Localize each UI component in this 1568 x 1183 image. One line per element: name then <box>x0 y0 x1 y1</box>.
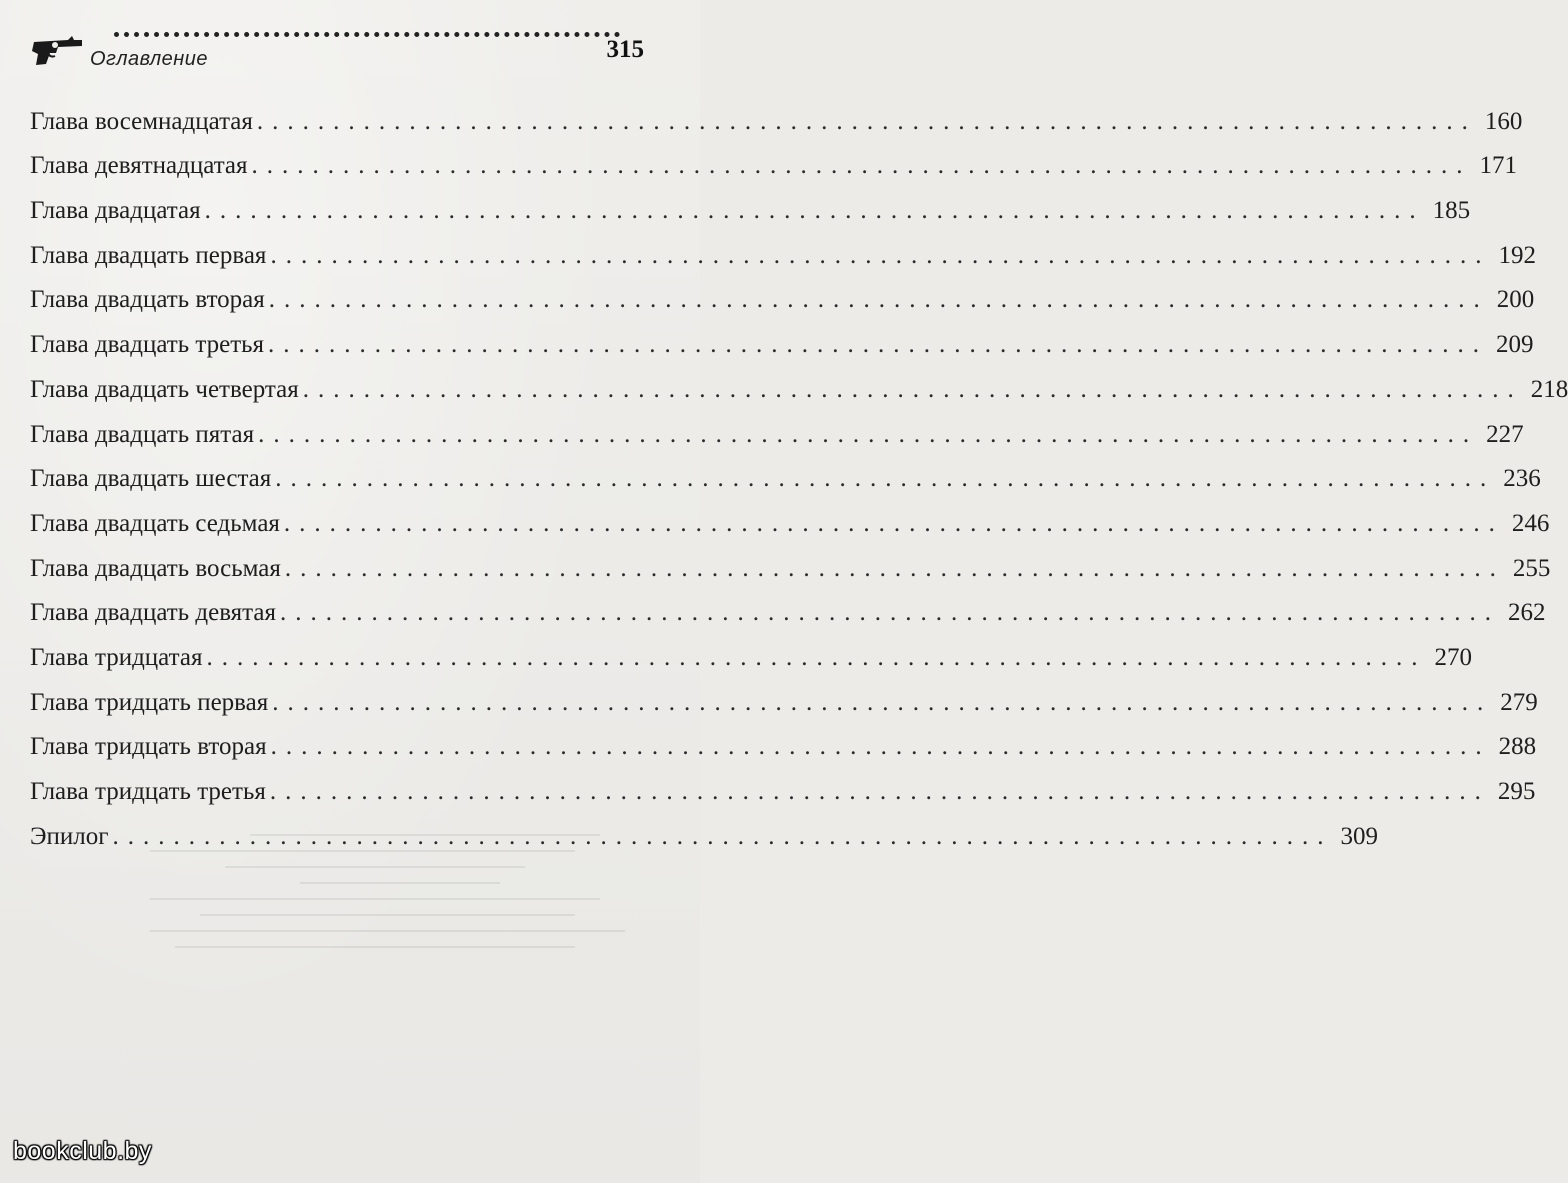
dot-leader: ................................................................................ <box>284 554 1505 582</box>
toc-entry-title: Глава двадцать восьмая <box>30 554 281 582</box>
watermark: bookclub.by <box>13 1137 152 1165</box>
toc-entry-title: Глава девятнадцатая <box>30 152 248 180</box>
running-header <box>28 30 644 74</box>
toc-entry-title: Глава тридцать третья <box>30 778 266 805</box>
toc-entry-page: 236 <box>1503 465 1541 493</box>
dot-leader: ................................................................................ <box>270 241 1491 269</box>
toc-entry-page: 295 <box>1497 778 1536 805</box>
toc-entry <box>30 268 1535 314</box>
toc-entry-page: 200 <box>1496 286 1535 314</box>
dot-leader: ................................................................................ <box>269 778 1490 805</box>
toc-entry <box>30 447 1541 493</box>
dot-leader: ................................................................................ <box>258 420 1479 448</box>
toc-entry-title: Глава тридцать вторая <box>30 733 267 761</box>
toc-entry-title: Глава двадцать четвертая <box>30 375 299 403</box>
dot-leader: ................................................................................ <box>268 286 1489 314</box>
toc-entry-page: 171 <box>1479 152 1518 180</box>
toc-entry-title: Эпилог <box>30 822 109 850</box>
toc-entry-page: 227 <box>1486 420 1524 448</box>
toc-entry-page: 192 <box>1498 241 1536 269</box>
revolver-icon <box>28 34 84 68</box>
toc-entry <box>30 89 1523 135</box>
show-through-text <box>150 820 650 1120</box>
dot-leader: ................................................................................ <box>270 733 1491 761</box>
toc-entry <box>30 670 1538 716</box>
toc-entry-title: Глава двадцать седьмая <box>30 509 280 537</box>
toc-entry-page: 288 <box>1498 733 1537 761</box>
toc-entry <box>30 312 1534 359</box>
toc-entry-title: Глава двадцать первая <box>30 241 267 269</box>
toc-entry-page: 160 <box>1484 107 1523 135</box>
toc-entry-title: Глава двадцать девятая <box>30 599 276 627</box>
toc-entry <box>30 223 1536 269</box>
toc-entry-title: Глава двадцать третья <box>30 331 265 359</box>
toc-entry <box>30 715 1537 761</box>
dot-leader: ................................................................................ <box>283 509 1504 537</box>
toc-entry <box>30 134 1518 180</box>
toc-entry-title: Глава двадцать шестая <box>30 465 272 493</box>
dot-leader: ................................................................................ <box>275 465 1496 493</box>
toc-entry-page: 270 <box>1434 643 1472 671</box>
toc-entry-page: 309 <box>1340 822 1378 850</box>
toc-entry-title: Глава тридцать первая <box>30 688 269 716</box>
toc-entry-page: 185 <box>1432 197 1471 225</box>
dot-leader: ................................................................................ <box>256 107 1477 135</box>
table-of-contents <box>30 89 1568 850</box>
toc-entry <box>30 581 1546 627</box>
dot-leader: ................................................................................ <box>272 688 1493 716</box>
dot-leader: ................................................................................ <box>268 331 1489 359</box>
toc-entry-page: 279 <box>1500 688 1538 716</box>
toc-entry <box>30 625 1472 671</box>
toc-entry-page: 218 <box>1530 375 1568 403</box>
toc-entry-page: 262 <box>1508 599 1546 627</box>
toc-entry-title: Глава восемнадцатая <box>30 107 253 135</box>
toc-entry <box>30 402 1524 448</box>
toc-entry <box>30 491 1550 537</box>
toc-entry <box>30 178 1471 225</box>
toc-entry-page: 255 <box>1512 554 1551 582</box>
page-number: 315 <box>606 36 644 63</box>
dot-leader: ................................................................................ <box>302 375 1523 403</box>
dot-leader: ................................................................................ <box>112 822 1333 850</box>
dot-leader: ................................................................................ <box>204 197 1425 225</box>
toc-entry <box>30 759 1536 805</box>
toc-entry-page: 246 <box>1511 509 1550 537</box>
section-title: Оглавление <box>90 48 209 70</box>
dot-leader: ................................................................................ <box>206 643 1427 671</box>
toc-entry-title: Глава тридцатая <box>30 643 203 671</box>
toc-entry-title: Глава двадцатая <box>30 197 201 225</box>
toc-entry <box>30 536 1551 582</box>
header-dotted-rule <box>114 32 620 37</box>
toc-entry <box>30 357 1568 403</box>
toc-entry-title: Глава двадцать вторая <box>30 286 265 314</box>
toc-entry <box>30 804 1378 850</box>
dot-leader: ................................................................................ <box>251 152 1472 180</box>
toc-entry-page: 209 <box>1496 331 1534 359</box>
dot-leader: ................................................................................ <box>280 599 1500 627</box>
toc-entry-title: Глава двадцать пятая <box>30 420 255 448</box>
